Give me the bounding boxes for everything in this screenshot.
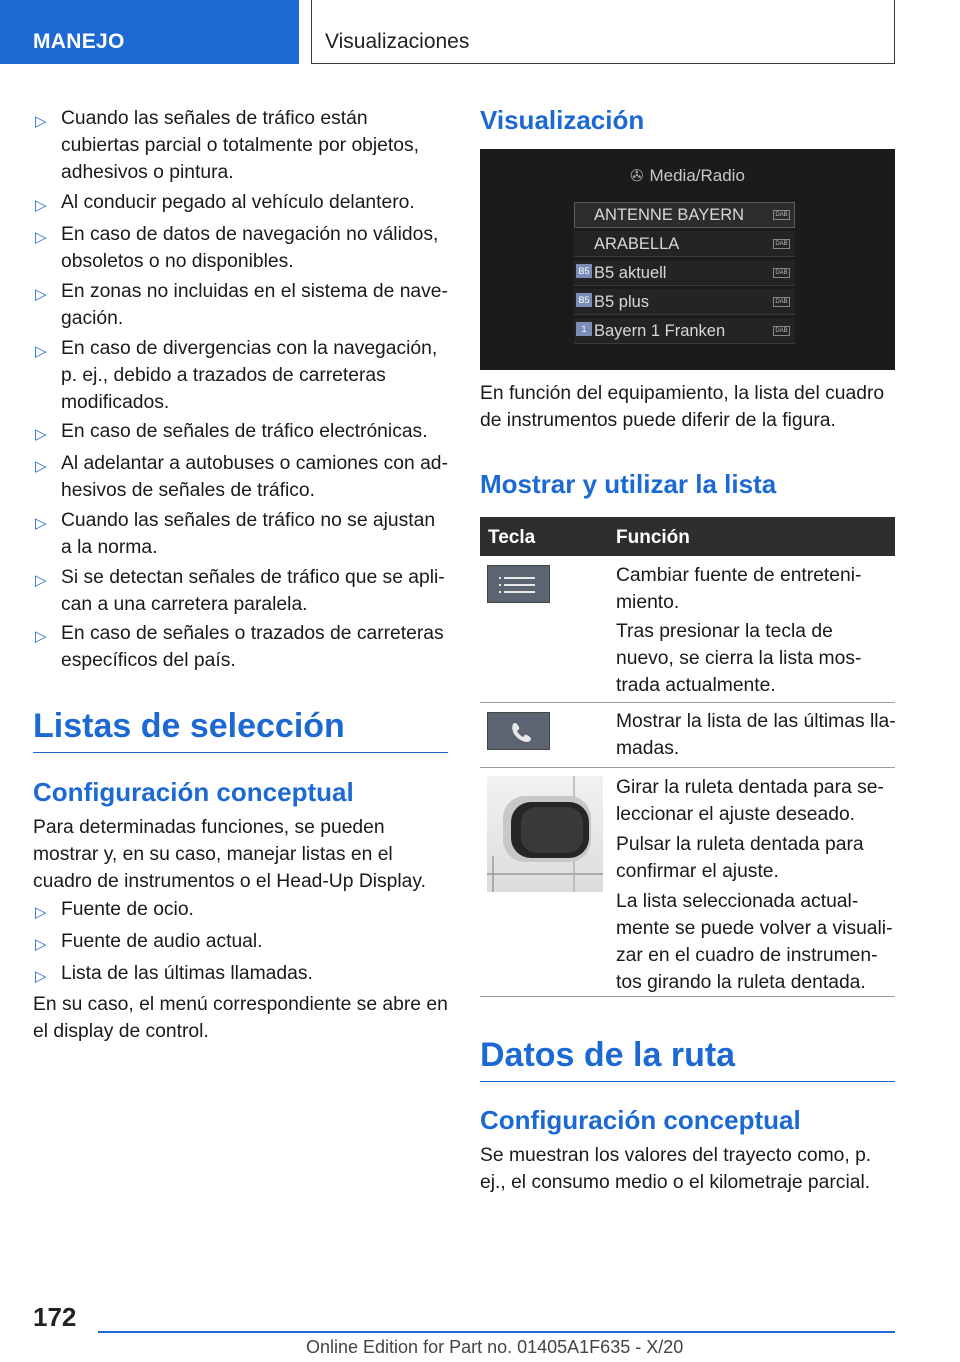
header-subsection-box [311, 0, 895, 64]
radio-source-icon: ✇ [630, 168, 644, 185]
table-cell: La lista seleccionada actualmente se puede volver a visualizar en el cuadro de instrumentos girando la ruleta dentada. [616, 891, 893, 993]
table-row-divider [480, 996, 895, 997]
outro-paragraph: En su caso, el menú correspondiente se abre en el display de control. [33, 994, 448, 1042]
dab-badge: DAB [773, 239, 790, 249]
list-item: ▷ Al conducir pegado al vehículo delantero. [33, 189, 448, 216]
list-item: ▷ En caso de señales de tráfico electrónicas. [33, 418, 448, 445]
station-logo-icon: B5 [576, 293, 592, 307]
table-header-key: Tecla [488, 527, 536, 548]
dab-badge: DAB [773, 326, 790, 336]
dab-badge: DAB [773, 268, 790, 278]
triangle-bullet-icon: ▷ [35, 197, 47, 214]
list-item: ▷ Cuando las señales de tráfico no se ajustan a la norma. [35, 510, 436, 558]
table-header [480, 517, 895, 556]
screen-row-label: B5 plus [594, 293, 650, 311]
station-logo-icon: 1 [576, 322, 592, 336]
triangle-bullet-icon: ▷ [35, 229, 47, 246]
route-paragraph: Se muestran los valores del trayecto como, p. ej., el consumo medio o el kilometraje parcial. [480, 1145, 872, 1193]
subsection-heading-visualizacion: Visualización [480, 105, 645, 135]
screen-title: ✇ Media/Radio [630, 166, 745, 185]
header-section-tab [0, 0, 299, 64]
table-row-divider [480, 702, 895, 703]
list-item: ▷ En caso de datos de navegación no válidos, obsoletos o no disponibles. [35, 224, 439, 272]
figure-caption: En función del equipamiento, la lista del cuadro de instrumentos puede diferir de la figura. [480, 383, 885, 431]
triangle-bullet-icon: ▷ [35, 628, 47, 645]
page-number: 172 [33, 1302, 77, 1332]
screen-row-label: Bayern 1 Franken [594, 322, 726, 340]
table-cell: Tras presionar la tecla de nuevo, se cierra la lista mostrada actualmente. [616, 621, 862, 696]
table-header-function: Función [616, 527, 690, 548]
intro-paragraph: Para determinadas funciones, se pueden mostrar y, en su caso, manejar listas en el cuadro de instrumentos o el Head-Up Display. [33, 817, 426, 892]
list-item: ▷ Al adelantar a autobuses o camiones con adhesivos de señales de tráfico. [35, 453, 448, 501]
triangle-bullet-icon: ▷ [35, 113, 47, 130]
table-cell: Girar la ruleta dentada para seleccionar el ajuste deseado. [616, 777, 884, 825]
list-item: ▷ En zonas no incluidas en el sistema de navegación. [35, 281, 448, 329]
table-cell: Cambiar fuente de entretenimiento. [616, 565, 862, 613]
footer-divider [98, 1331, 895, 1333]
header-subsection-label: Visualizaciones [325, 30, 470, 53]
triangle-bullet-icon: ▷ [35, 904, 47, 921]
triangle-bullet-icon: ▷ [35, 343, 47, 360]
list-item: ▷ Fuente de audio actual. [33, 928, 448, 955]
subsection-heading-config-ruta: Configuración conceptual [480, 1105, 801, 1135]
rotary-knob-icon [487, 776, 603, 892]
list-item: ▷ En caso de divergencias con la navegación, p. ej., debido a trazados de carreteras modificados. [35, 338, 438, 413]
table-cell: Mostrar la lista de las últimas llamadas. [616, 711, 896, 759]
list-item: ▷ Lista de las últimas llamadas. [33, 960, 448, 987]
section-heading-listas: Listas de selección [33, 706, 448, 753]
media-radio-screen-image [480, 149, 895, 370]
list-item: ▷ En caso de señales o trazados de carreteras específicos del país. [35, 623, 444, 671]
list-menu-icon [487, 565, 550, 603]
list-item: ▷ Cuando las señales de tráfico están cubiertas parcial o totalmente por objetos, adhesivos o pintura. [35, 108, 419, 183]
table-row-divider [480, 767, 895, 768]
subsection-heading-config: Configuración conceptual [33, 777, 354, 807]
station-logo-icon: B5 [576, 264, 592, 278]
triangle-bullet-icon: ▷ [35, 458, 47, 475]
screen-row-label: B5 aktuell [594, 264, 667, 282]
triangle-bullet-icon: ▷ [35, 572, 47, 589]
dab-badge: DAB [773, 210, 790, 220]
triangle-bullet-icon: ▷ [35, 286, 47, 303]
footer-edition-text: Online Edition for Part no. 01405A1F635 - X/20 [306, 1337, 684, 1357]
triangle-bullet-icon: ▷ [35, 515, 47, 532]
dab-badge: DAB [773, 297, 790, 307]
phone-handset-icon [487, 712, 550, 750]
table-cell: Pulsar la ruleta dentada para confirmar el ajuste. [616, 834, 864, 882]
header-section-label: MANEJO [33, 30, 125, 53]
screen-row-label: ARABELLA [594, 235, 680, 253]
screen-row-label: ANTENNE BAYERN [594, 206, 745, 224]
triangle-bullet-icon: ▷ [35, 426, 47, 443]
subsection-heading-mostrar: Mostrar y utilizar la lista [480, 469, 777, 499]
list-item: ▷ Si se detectan señales de tráfico que se aplican a una carretera paralela. [35, 567, 445, 615]
triangle-bullet-icon: ▷ [35, 936, 47, 953]
list-item: ▷ Fuente de ocio. [33, 896, 448, 923]
section-heading-datos-ruta: Datos de la ruta [480, 1035, 895, 1082]
triangle-bullet-icon: ▷ [35, 968, 47, 985]
